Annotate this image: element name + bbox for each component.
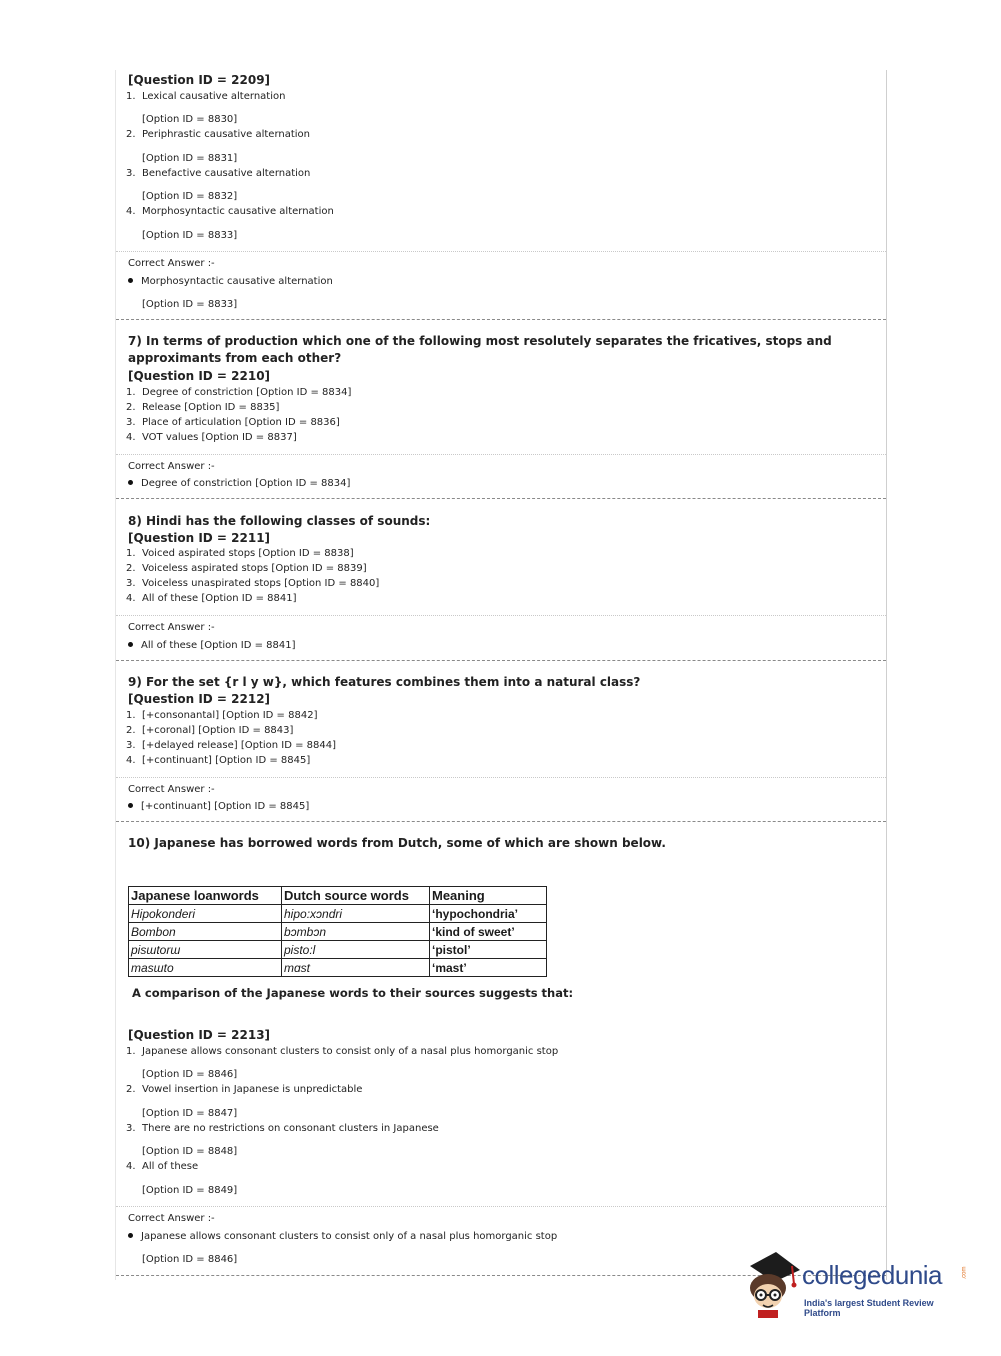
correct-answer-label: Correct Answer :-	[128, 258, 215, 269]
mascot-icon	[742, 1248, 804, 1320]
correct-answer-label: Correct Answer :-	[128, 1213, 215, 1224]
option-item: 4. VOT values [Option ID = 8837]	[126, 432, 297, 443]
option-item: 1. Japanese allows consonant clusters to consist only of a nasal plus homorganic stop	[126, 1046, 559, 1057]
correct-answer: Japanese allows consonant clusters to consist only of a nasal plus homorganic stop	[128, 1231, 557, 1242]
option-id: [Option ID = 8846]	[142, 1254, 238, 1265]
option-item: 4. [+continuant] [Option ID = 8845]	[126, 755, 311, 766]
table-row	[129, 905, 547, 923]
table-cell: Bombon	[129, 923, 282, 941]
table-row	[129, 923, 547, 941]
question-id: [Question ID = 2210]	[128, 369, 271, 383]
option-item: 2. Vowel insertion in Japanese is unpredictable	[126, 1084, 363, 1095]
option-id: [Option ID = 8832]	[142, 191, 238, 202]
option-item: 3. Voiceless unaspirated stops [Option ID = 8840]	[126, 578, 380, 589]
table-cell: pisto:l	[282, 941, 430, 959]
option-item: 3. [+delayed release] [Option ID = 8844]	[126, 740, 337, 751]
question-id: [Question ID = 2213]	[128, 1028, 271, 1042]
option-id: [Option ID = 8833]	[142, 299, 238, 310]
correct-answer: Morphosyntactic causative alternation	[128, 276, 333, 287]
table-row	[129, 959, 547, 977]
option-id: [Option ID = 8848]	[142, 1146, 238, 1157]
collegedunia-logo[interactable]	[742, 1248, 972, 1320]
table-cell: bɔmbɔn	[282, 923, 430, 941]
option-id: [Option ID = 8833]	[142, 230, 238, 241]
table-cell: hipo:xɔndri	[282, 905, 430, 923]
table-header: Meaning	[430, 887, 547, 905]
table-row	[129, 941, 547, 959]
option-id: [Option ID = 8846]	[142, 1069, 238, 1080]
question-id: [Question ID = 2209]	[128, 73, 271, 87]
option-item: 1. [+consonantal] [Option ID = 8842]	[126, 710, 318, 721]
question-sheet	[115, 70, 887, 1280]
table-header: Dutch source words	[282, 887, 430, 905]
option-id: [Option ID = 8831]	[142, 153, 238, 164]
loanword-table	[128, 886, 547, 977]
option-item: 4. Morphosyntactic causative alternation	[126, 206, 334, 217]
bullet-icon	[128, 480, 133, 485]
table-cell: ‘pistol’	[430, 941, 547, 959]
divider	[116, 251, 886, 252]
table-cell: Hipokonderi	[129, 905, 282, 923]
divider	[116, 777, 886, 778]
divider	[116, 1206, 886, 1207]
option-item: 3. There are no restrictions on consonant clusters in Japanese	[126, 1123, 439, 1134]
correct-answer-label: Correct Answer :-	[128, 622, 215, 633]
correct-answer-label: Correct Answer :-	[128, 784, 215, 795]
divider	[116, 821, 886, 822]
option-item: 1. Degree of constriction [Option ID = 8834]	[126, 387, 352, 398]
option-id: [Option ID = 8847]	[142, 1108, 238, 1119]
question-text: 9) For the set {r l y w}, which features combines them into a natural class?	[128, 675, 641, 689]
question-text: 7) In terms of production which one of the following most resolutely separates the fricatives, stops and approximants from each other?	[128, 334, 832, 365]
question-id: [Question ID = 2211]	[128, 531, 271, 545]
question-text: 8) Hindi has the following classes of sounds:	[128, 514, 431, 528]
brand-name: collegedunia	[802, 1260, 943, 1290]
table-header: Japanese loanwords	[129, 887, 282, 905]
bullet-icon	[128, 278, 133, 283]
option-item: 4. All of these	[126, 1161, 199, 1172]
bullet-icon	[128, 1233, 133, 1238]
option-item: 2. Voiceless aspirated stops [Option ID = 8839]	[126, 563, 367, 574]
divider	[116, 660, 886, 661]
correct-answer: [+continuant] [Option ID = 8845]	[128, 801, 309, 812]
correct-answer: All of these [Option ID = 8841]	[128, 640, 296, 651]
option-id: [Option ID = 8849]	[142, 1185, 238, 1196]
option-item: 4. All of these [Option ID = 8841]	[126, 593, 297, 604]
table-cell: ‘mast’	[430, 959, 547, 977]
bullet-icon	[128, 642, 133, 647]
divider	[116, 454, 886, 455]
option-item: 3. Place of articulation [Option ID = 8836]	[126, 417, 340, 428]
option-item: 2. [+coronal] [Option ID = 8843]	[126, 725, 294, 736]
option-item: 2. Release [Option ID = 8835]	[126, 402, 280, 413]
table-cell: pisɯtorɯ	[129, 941, 282, 959]
table-cell: mɑst	[282, 959, 430, 977]
question-prompt: A comparison of the Japanese words to their sources suggests that:	[132, 986, 574, 1000]
option-item: 1. Lexical causative alternation	[126, 91, 286, 102]
table-cell: ‘kind of sweet’	[430, 923, 547, 941]
table-cell: masɯto	[129, 959, 282, 977]
bullet-icon	[128, 803, 133, 808]
table-header-row	[129, 887, 547, 905]
option-item: 2. Periphrastic causative alternation	[126, 129, 311, 140]
correct-answer: Degree of constriction [Option ID = 8834]	[128, 478, 350, 489]
brand-tagline: India's largest Student Review Platform	[804, 1298, 934, 1318]
option-item: 1. Voiced aspirated stops [Option ID = 8838]	[126, 548, 354, 559]
divider	[116, 615, 886, 616]
question-text: 10) Japanese has borrowed words from Dutch, some of which are shown below.	[128, 836, 666, 850]
option-id: [Option ID = 8830]	[142, 114, 238, 125]
table-cell: ‘hypochondria’	[430, 905, 547, 923]
divider	[116, 319, 886, 320]
divider	[116, 498, 886, 499]
question-id: [Question ID = 2212]	[128, 692, 271, 706]
option-item: 3. Benefactive causative alternation	[126, 168, 311, 179]
correct-answer-label: Correct Answer :-	[128, 461, 215, 472]
brand-suffix: .com	[961, 1266, 968, 1280]
